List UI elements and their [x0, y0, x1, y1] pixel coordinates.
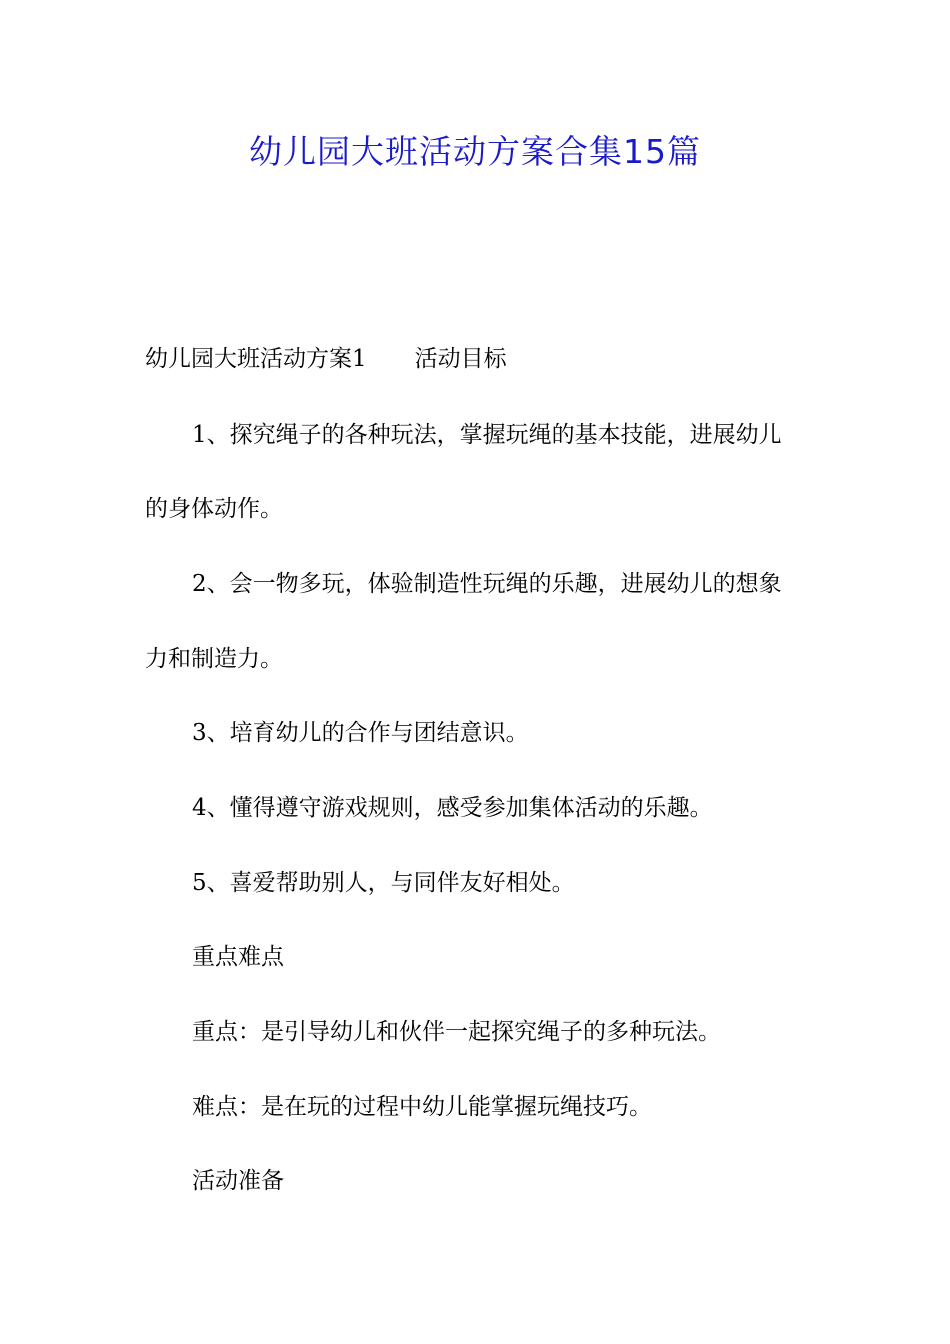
goal-1-line-1: 1、探究绳子的各种玩法，掌握玩绳的基本技能，进展幼儿: [192, 422, 782, 448]
document-title: 幼儿园大班活动方案合集15篇: [249, 132, 701, 171]
preparation-heading: 活动准备: [192, 1168, 284, 1194]
section-subheading: 活动目标: [414, 346, 507, 372]
section-heading-line: [145, 342, 507, 376]
goal-2-line-2: 力和制造力。: [145, 646, 283, 672]
goal-5: 5、喜爱帮助别人，与同伴友好相处。: [192, 870, 575, 896]
key-point: 重点：是引导幼儿和伙伴一起探究绳子的多种玩法。: [192, 1019, 721, 1045]
difficulty: 难点：是在玩的过程中幼儿能掌握玩绳技巧。: [192, 1094, 652, 1120]
goal-2-line-1: 2、会一物多玩，体验制造性玩绳的乐趣，进展幼儿的想象: [192, 571, 782, 597]
section-heading: 幼儿园大班活动方案1: [145, 346, 367, 372]
key-difficulty-heading: 重点难点: [192, 944, 284, 970]
goal-3: 3、培育幼儿的合作与团结意识。: [192, 720, 529, 746]
goal-4: 4、懂得遵守游戏规则，感受参加集体活动的乐趣。: [192, 795, 713, 821]
goal-1-line-2: 的身体动作。: [145, 496, 283, 522]
